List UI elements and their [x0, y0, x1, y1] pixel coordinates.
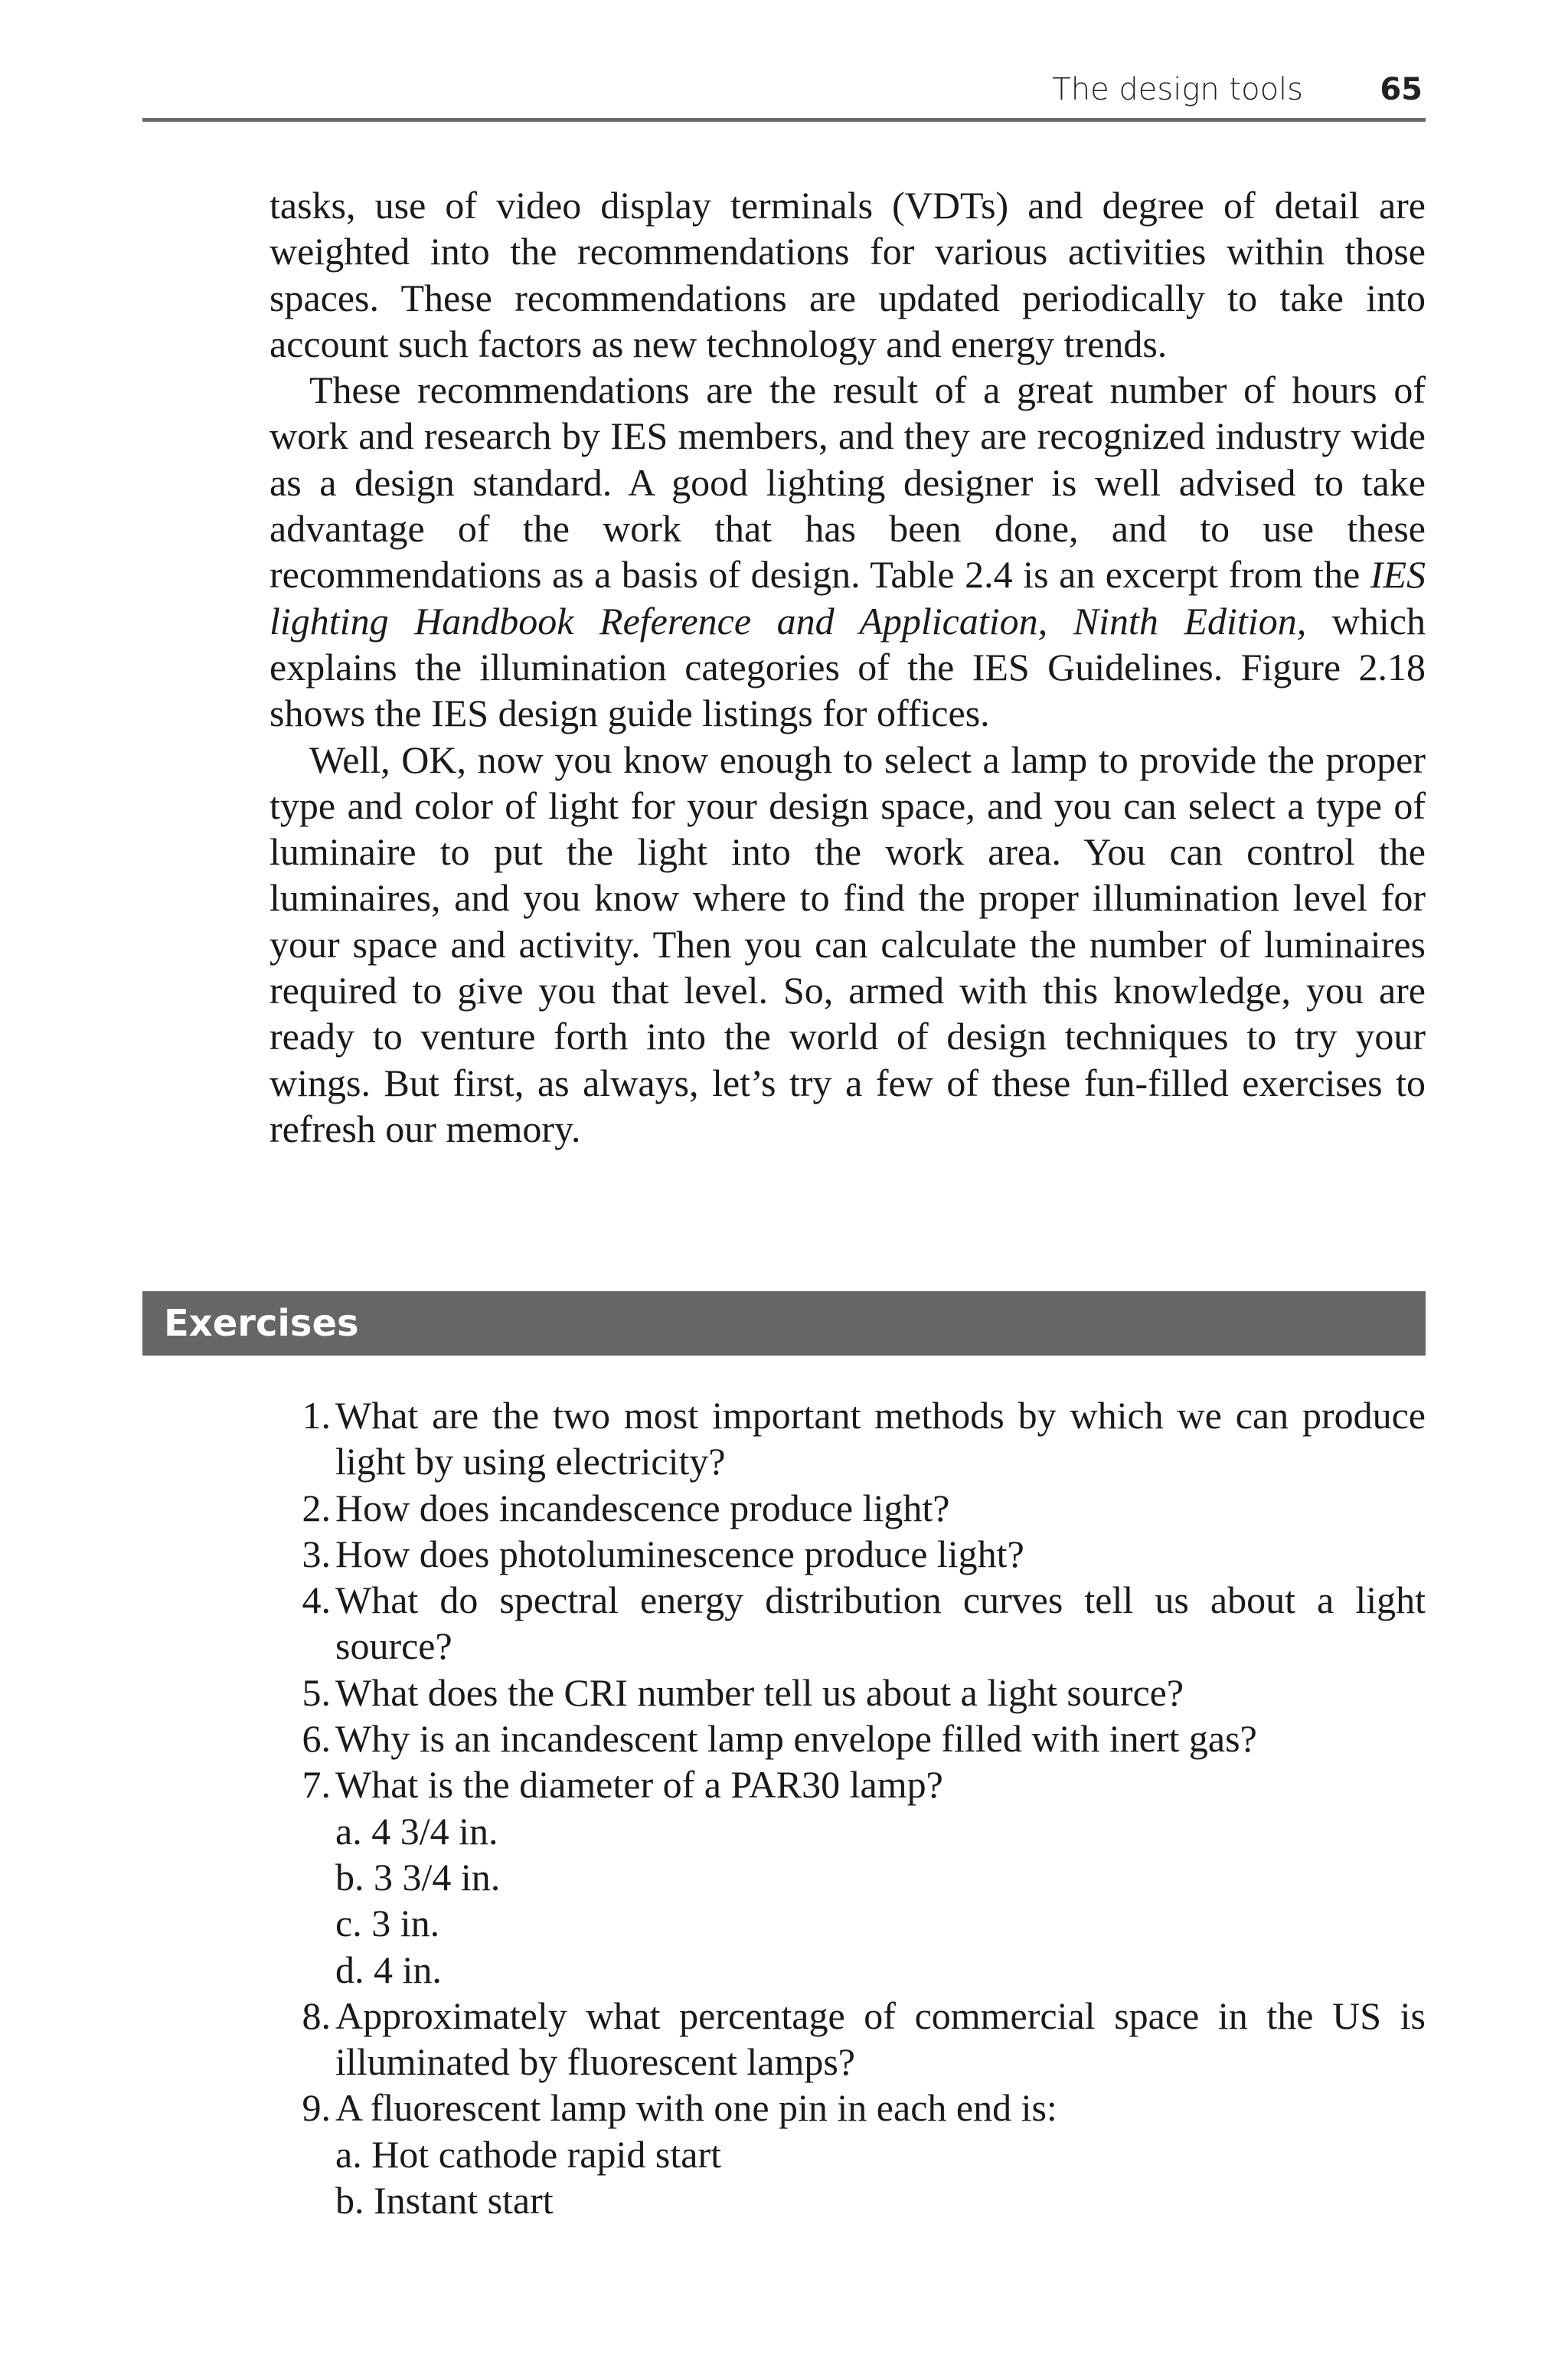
answer-options: [335, 1808, 1426, 1993]
exercise-number: 4.: [302, 1578, 331, 1622]
exercise-item: [285, 1531, 1426, 1577]
exercise-number: 6.: [302, 1717, 331, 1761]
exercise-item: [285, 1761, 1426, 1992]
exercise-item: [285, 1993, 1426, 2085]
exercise-question: What are the two most important methods by which we can produce light by using electricity?: [335, 1394, 1426, 1483]
exercise-item: [285, 1392, 1426, 1485]
paragraph-text: These recommendations are the result of a great number of hours of work and research by IES members, and they are recognized industry wide as a design standard. A good lighting designer is well advised to take advantage of the work that has been done, and to use these recommendations as a basis of design. Table 2.4 is an excerpt from the: [270, 368, 1426, 597]
paragraph: [270, 367, 1426, 736]
exercise-item: [285, 1670, 1426, 1716]
handbook-title: IES lighting Handbook Reference and Application, Ninth Edition,: [270, 553, 1426, 643]
answer-option: a. 4 3/4 in.: [335, 1809, 498, 1853]
section-heading: Exercises: [164, 1302, 359, 1345]
section-heading-bar: [142, 1291, 1426, 1356]
exercise-number: 7.: [302, 1763, 331, 1807]
paragraph: Well, OK, now you know enough to select a lamp to provide the proper type and color of light for your design space, and you can select a type of luminaire to put the light into the work area. You can control the luminaires, and you know where to find the proper illumination level for your space and activity. Then you can calculate the number of luminaires required to give you that level. So, armed with this knowledge, you are ready to venture forth into the world of design techniques to try your wings. But first, as always, let’s try a few of these fun-filled exercises to refresh our memory.: [270, 738, 1426, 1150]
paragraph-text: which explains the illumination categories of the IES Guidelines. Figure 2.18 shows the IES design guide listings for offices.: [270, 599, 1426, 735]
exercise-question: How does photoluminescence produce light?: [335, 1532, 1024, 1575]
page-number: 65: [1380, 72, 1423, 107]
paragraph: tasks, use of video display terminals (VDTs) and degree of detail are weighted into the recommendations for various activities within those spaces. These recommendations are updated periodically to take into account such factors as new technology and energy trends.: [270, 184, 1426, 365]
answer-option: b. 3 3/4 in.: [335, 1855, 501, 1899]
exercise-question: What does the CRI number tell us about a light source?: [335, 1670, 1184, 1714]
running-header: [142, 72, 1426, 118]
exercise-number: 5.: [302, 1670, 331, 1714]
exercise-number: 9.: [302, 2086, 331, 2130]
exercise-question: What do spectral energy distribution curves tell us about a light source?: [335, 1578, 1426, 1668]
header-rule: [142, 118, 1426, 122]
answer-options: [335, 2131, 1426, 2224]
exercise-item: [285, 1577, 1426, 1670]
answer-option: d. 4 in.: [335, 1948, 442, 1991]
exercise-question: Why is an incandescent lamp envelope filled with inert gas?: [335, 1717, 1257, 1761]
answer-option: a. Hot cathode rapid start: [335, 2132, 721, 2176]
answer-option: c. 3 in.: [335, 1902, 440, 1945]
exercise-number: 3.: [302, 1532, 331, 1575]
exercise-item: [285, 1485, 1426, 1531]
exercise-question: What is the diameter of a PAR30 lamp?: [335, 1763, 943, 1807]
exercise-number: 2.: [302, 1486, 331, 1529]
exercise-number: 8.: [302, 1994, 331, 2037]
exercise-question: How does incandescence produce light?: [335, 1486, 950, 1529]
answer-option: b. Instant start: [335, 2179, 554, 2223]
exercise-question: A fluorescent lamp with one pin in each end is:: [335, 2086, 1057, 2130]
exercise-number: 1.: [302, 1394, 331, 1437]
exercise-list: [285, 1392, 1426, 2223]
body-text: [270, 182, 1426, 1152]
exercise-question: Approximately what percentage of commercial space in the US is illuminated by fluorescent lamps?: [335, 1994, 1426, 2084]
exercise-item: [285, 1716, 1426, 1761]
running-title: The design tools: [1052, 72, 1303, 107]
exercise-item: [285, 2085, 1426, 2223]
